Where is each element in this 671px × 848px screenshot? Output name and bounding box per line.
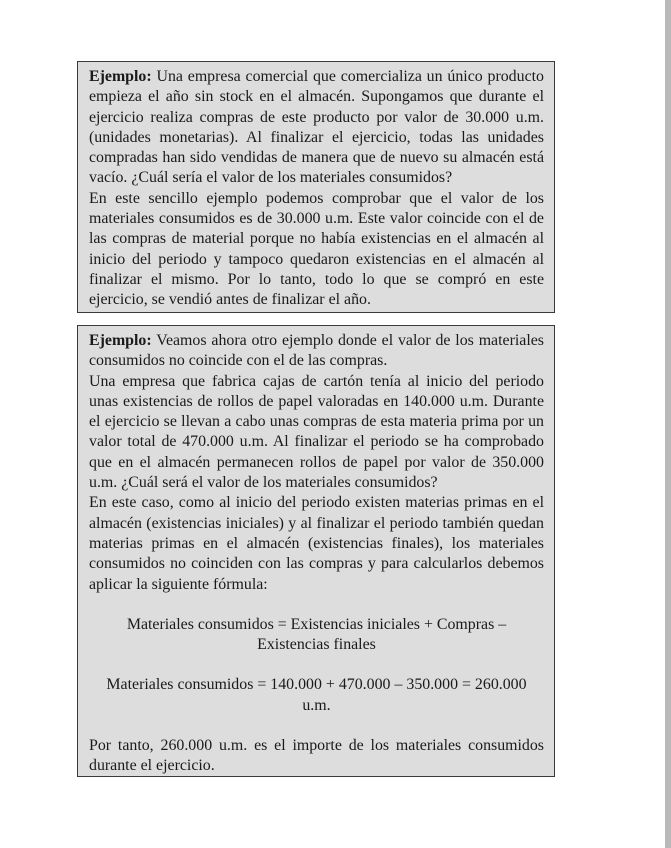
example-2-explanation: En este caso, como al inicio del periodo existen materias primas en el almacén (existencias iniciales) y al finalizar el periodo también quedan materias primas en el almacén (existencias finales), los materiales consumidos no coinciden con las compras y para calcularlos debemos aplicar la siguiente fórmula: bbox=[89, 494, 544, 593]
example-2-intro: Veamos ahora otro ejemplo donde el valor de los materiales consumidos no coincide con el de las compras. bbox=[89, 332, 544, 370]
example-box-2 bbox=[77, 325, 555, 777]
calculation: Materiales consumidos = 140.000 + 470.000 – 350.000 = 260.000 u.m. bbox=[106, 676, 527, 714]
example-2-label: Ejemplo: bbox=[89, 332, 152, 349]
example-1-statement-paragraph bbox=[89, 67, 544, 189]
formula: Materiales consumidos = Existencias iniciales + Compras – Existencias finales bbox=[126, 615, 507, 654]
example-box-1 bbox=[77, 61, 555, 313]
example-2-statement: Una empresa que fabrica cajas de cartón tenía al inicio del periodo unas existencias de rollos de papel valoradas en 140.000 u.m. Durante el ejercicio se llevan a cabo unas compras de esta materia prima por un valor total de 470.000 u.m. Al finalizar el periodo se ha comprobado que en el almacén permanecen rollos de papel por valor de 350.000 u.m. ¿Cuál será el valor de los materiales consumidos? bbox=[89, 372, 544, 492]
page-edge bbox=[665, 0, 671, 848]
example-1-statement: Una empresa comercial que comercializa un único producto empieza el año sin stock en el almacén. Supongamos que durante el ejercicio realiza compras de este producto por valor de 30.000 u.m. (unidades monetarias). Al finalizar el ejercicio, todas las unidades compradas han sido vendidas de manera que de nuevo su almacén está vacío. ¿Cuál sería el valor de los materiales consumidos? bbox=[89, 68, 544, 187]
example-2-intro-paragraph bbox=[89, 331, 544, 372]
example-1-label: Ejemplo: bbox=[89, 68, 152, 85]
example-2-conclusion: Por tanto, 260.000 u.m. es el importe de los materiales consumidos durante el ejercicio. bbox=[89, 737, 544, 775]
example-1-answer: En este sencillo ejemplo podemos comprobar que el valor de los materiales consumidos es de 30.000 u.m. Este valor coincide con el de las compras de material porque no había existencias en el almacén al inicio del periodo y tampoco quedaron existencias en el almacén al finalizar el mismo. Por lo tanto, todo lo que se compró en este ejercicio, se vendió antes de finalizar el año. bbox=[89, 189, 544, 309]
